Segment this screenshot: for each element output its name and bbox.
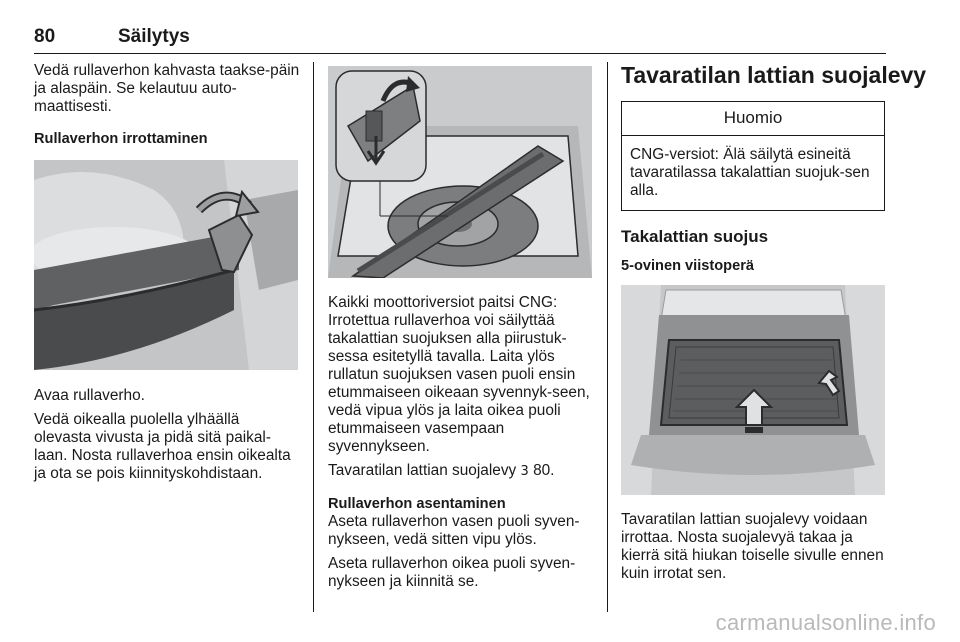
- illustration-trunk-floor: [621, 285, 885, 495]
- step-pull-lever: Vedä oikealla puolella ylhäällä olevasta vivusta ja pidä sitä paikal-laan. Nosta rullaverhoa ensin oikealta ja ota se pois kiinnityskohdistaan.: [34, 411, 291, 482]
- illustration-cover-lever: [34, 160, 298, 370]
- column-1: [34, 62, 300, 483]
- step-insert-right: Aseta rullaverhon oikea puoli syven-nykseen ja kiinnitä se.: [328, 555, 576, 590]
- chapter-title: Säilytys: [118, 26, 190, 47]
- illustration-cover-stowed: [328, 66, 592, 278]
- column-divider-2: [607, 62, 608, 612]
- note-box: [621, 101, 885, 211]
- column-divider-1: [313, 62, 314, 612]
- reference-text: Tavaratilan lattian suojalevy: [328, 462, 517, 479]
- subheading-installing: Rullaverhon asentaminen: [328, 496, 506, 512]
- column-3: [621, 62, 927, 583]
- paragraph-reference: [328, 462, 594, 481]
- page-number: 80: [34, 26, 56, 47]
- step-open-cover: Avaa rullaverho.: [34, 387, 145, 404]
- intro-paragraph: Vedä rullaverhon kahvasta taakse-päin ja alaspäin. Se kelautuu auto-maattisesti.: [34, 62, 300, 115]
- page-header: [34, 26, 886, 54]
- watermark: carmanualsonline.info: [715, 610, 936, 635]
- paragraph-storage: Kaikki moottoriversiot paitsi CNG: Irrotettua rullaverhoa voi säilyttää takalattian suojuksen alla piirustuk-sessa esitetyllä tavalla. Laita ylös rullatun suojuksen vasen puoli ensin etummaiseen oikeaan syvennyk-seen, vedä vipua ylös ja laita oikea puoli etummaiseen vasempaan syvennykseen.: [328, 294, 590, 455]
- subheading-floor-cover: Takalattian suojus: [621, 227, 769, 246]
- column-2: [328, 62, 594, 591]
- page-ref-icon: 3: [520, 464, 529, 479]
- subheading-hatchback: 5-ovinen viistoperä: [621, 258, 755, 274]
- section-heading: Tavaratilan lattian suojalevy: [621, 62, 927, 88]
- step-insert-left: Aseta rullaverhon vasen puoli syven-nykseen, vedä sitten vipu ylös.: [328, 513, 580, 548]
- subheading-removing: Rullaverhon irrottaminen: [34, 131, 208, 147]
- reference-page: 80.: [533, 462, 555, 479]
- paragraph-remove-floor: Tavaratilan lattian suojalevy voidaan irrottaa. Nosta suojalevyä takaa ja kierrä sitä hiukan toiselle sivulle ennen kuin irrotat sen.: [621, 511, 884, 582]
- note-title: Huomio: [622, 102, 884, 136]
- note-text: CNG-versiot: Älä säilytä esineitä tavaratilassa takalattian suojuk-sen alla.: [630, 146, 870, 199]
